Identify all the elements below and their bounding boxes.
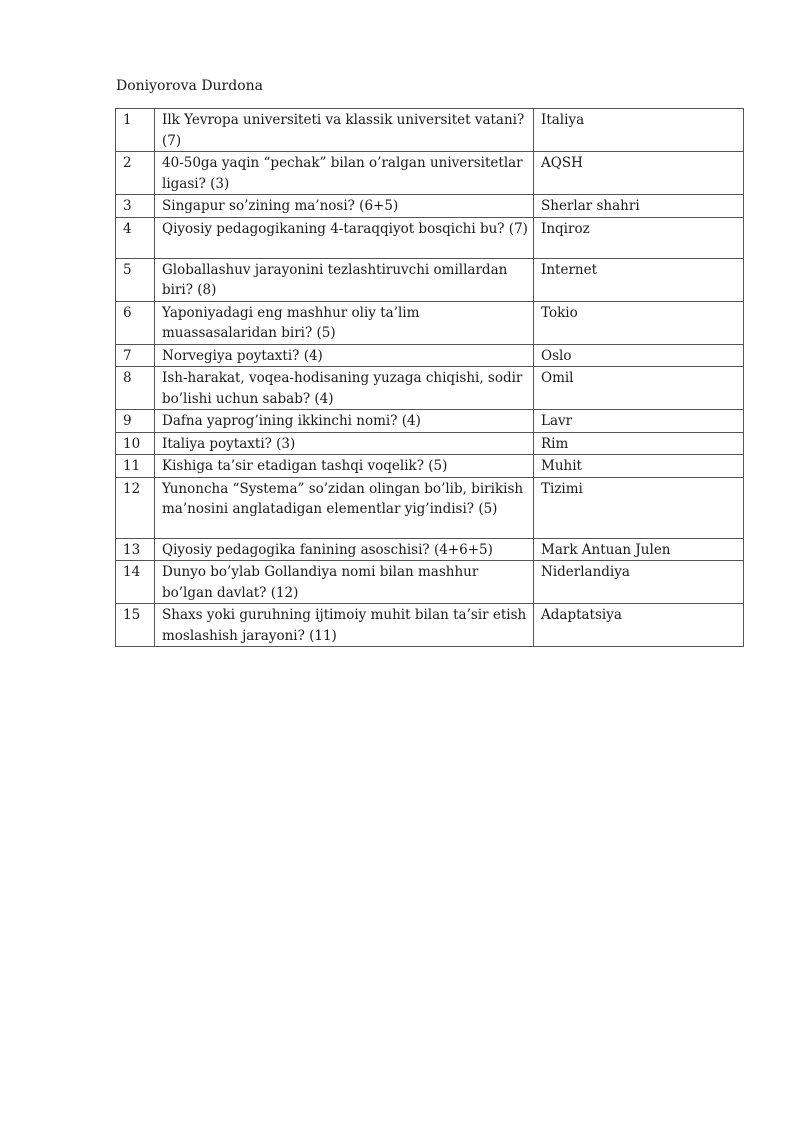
table-row	[116, 195, 744, 218]
table-row	[116, 367, 744, 410]
question-cell: Dafna yaprog’ining ikkinchi nomi? (4)	[155, 410, 534, 433]
table-row	[116, 301, 744, 344]
answer-cell: Mark Antuan Julen	[534, 538, 744, 561]
table-row	[116, 538, 744, 561]
question-cell: Ish-harakat, voqea-hodisaning yuzaga chiqishi, sodir bo’lishi uchun sabab? (4)	[155, 367, 534, 410]
question-cell: Globallashuv jarayonini tezlashtiruvchi omillardan biri? (8)	[155, 258, 534, 301]
question-cell: Norvegiya poytaxti? (4)	[155, 344, 534, 367]
answer-cell: Rim	[534, 432, 744, 455]
table-row	[116, 455, 744, 478]
question-cell: Qiyosiy pedagogika fanining asoschisi? (4+6+5)	[155, 538, 534, 561]
question-cell: Qiyosiy pedagogikaning 4-taraqqiyot bosqichi bu? (7)	[155, 217, 534, 258]
row-number: 9	[116, 410, 155, 433]
answer-cell: AQSH	[534, 152, 744, 195]
row-number: 6	[116, 301, 155, 344]
question-cell: Yunoncha “Systema” so’zidan olingan bo’lib, birikish ma’nosini anglatadigan elementlar yig’indisi? (5)	[155, 477, 534, 538]
row-number: 2	[116, 152, 155, 195]
answer-cell: Inqiroz	[534, 217, 744, 258]
quiz-table	[115, 108, 744, 647]
answer-cell: Lavr	[534, 410, 744, 433]
question-cell: Ilk Yevropa universiteti va klassik universitet vatani? (7)	[155, 109, 534, 152]
table-row	[116, 258, 744, 301]
row-number: 12	[116, 477, 155, 538]
row-number: 11	[116, 455, 155, 478]
answer-cell: Niderlandiya	[534, 561, 744, 604]
row-number: 14	[116, 561, 155, 604]
row-number: 15	[116, 604, 155, 647]
table-row	[116, 152, 744, 195]
row-number: 1	[116, 109, 155, 152]
table-row	[116, 561, 744, 604]
row-number: 5	[116, 258, 155, 301]
question-cell: Shaxs yoki guruhning ijtimoiy muhit bilan ta’sir etish moslashish jarayoni? (11)	[155, 604, 534, 647]
answer-cell: Italiya	[534, 109, 744, 152]
row-number: 13	[116, 538, 155, 561]
answer-cell: Adaptatsiya	[534, 604, 744, 647]
row-number: 10	[116, 432, 155, 455]
question-cell: 40-50ga yaqin “pechak” bilan o’ralgan universitetlar ligasi? (3)	[155, 152, 534, 195]
row-number: 8	[116, 367, 155, 410]
table-row	[116, 344, 744, 367]
table-row	[116, 410, 744, 433]
answer-cell: Tizimi	[534, 477, 744, 538]
answer-cell: Sherlar shahri	[534, 195, 744, 218]
table-row	[116, 604, 744, 647]
question-cell: Singapur so’zining ma’nosi? (6+5)	[155, 195, 534, 218]
answer-cell: Internet	[534, 258, 744, 301]
answer-cell: Oslo	[534, 344, 744, 367]
question-cell: Yaponiyadagi eng mashhur oliy ta’lim muassasalaridan biri? (5)	[155, 301, 534, 344]
row-number: 7	[116, 344, 155, 367]
row-number: 3	[116, 195, 155, 218]
table-row	[116, 109, 744, 152]
row-number: 4	[116, 217, 155, 258]
answer-cell: Muhit	[534, 455, 744, 478]
question-cell: Kishiga ta’sir etadigan tashqi voqelik? (5)	[155, 455, 534, 478]
question-cell: Dunyo bo’ylab Gollandiya nomi bilan mashhur bo’lgan davlat? (12)	[155, 561, 534, 604]
author-name: Doniyorova Durdona	[116, 78, 263, 94]
question-cell: Italiya poytaxti? (3)	[155, 432, 534, 455]
answer-cell: Omil	[534, 367, 744, 410]
answer-cell: Tokio	[534, 301, 744, 344]
table-row	[116, 217, 744, 258]
table-row	[116, 477, 744, 538]
table-row	[116, 432, 744, 455]
